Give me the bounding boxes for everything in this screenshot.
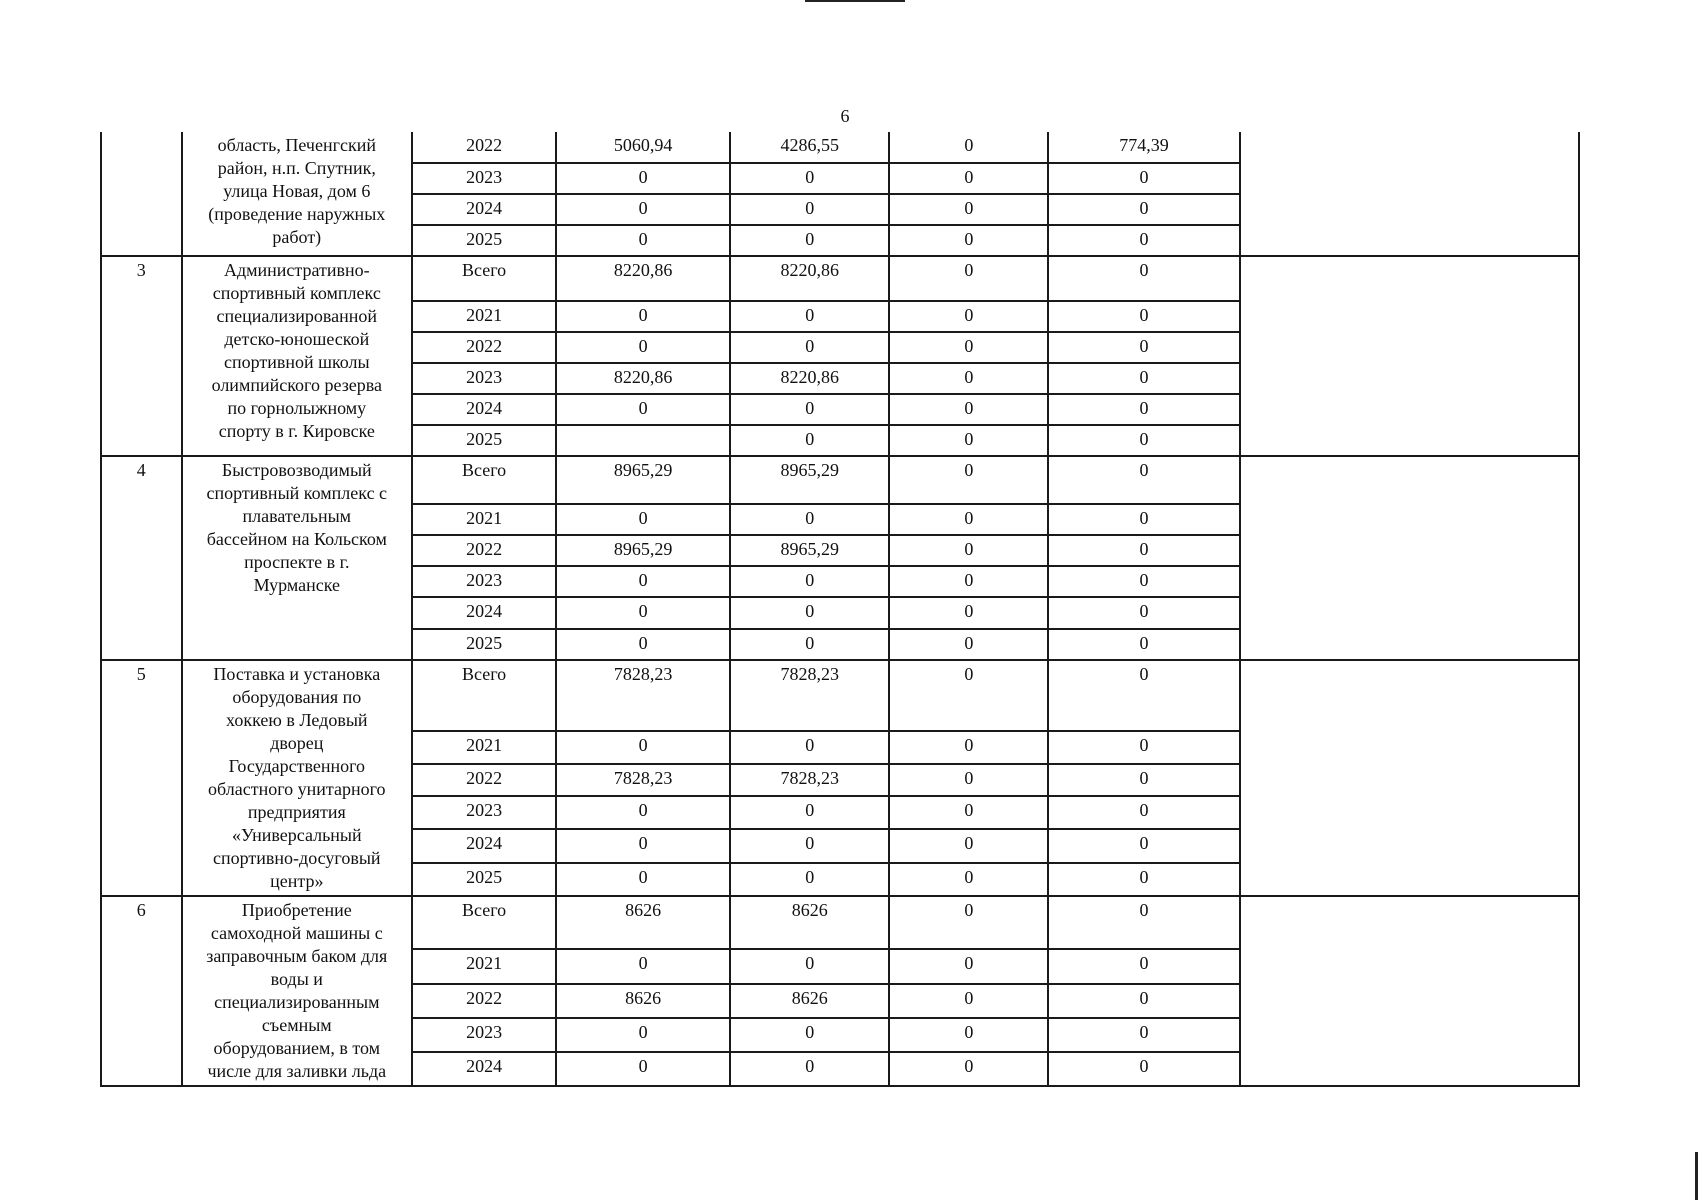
value-cell: 0	[1048, 332, 1239, 363]
value-cell: 0	[1048, 597, 1239, 629]
value-cell: 0	[1048, 535, 1239, 566]
value-cell: 0	[1048, 1018, 1239, 1052]
total-cell: 0	[556, 1018, 730, 1052]
value-cell: 0	[1048, 863, 1239, 896]
year-cell: 2023	[412, 1018, 556, 1052]
value-cell: 8626	[730, 896, 889, 949]
edge-mark	[1695, 1152, 1698, 1200]
value-cell: 0	[730, 332, 889, 363]
year-cell: 2024	[412, 1052, 556, 1086]
item-name: Поставка и установка оборудования по хоккею в Ледовый дворец Государственного областного унитарного предприятия «Универсальный спортивно-досуговый центр»	[182, 660, 413, 896]
value-cell: 8965,29	[730, 456, 889, 504]
value-cell: 0	[1048, 301, 1239, 332]
item-number: 4	[101, 456, 182, 660]
value-cell: 8626	[730, 984, 889, 1018]
total-cell: 8220,86	[556, 363, 730, 394]
value-cell: 0	[889, 301, 1048, 332]
value-cell: 0	[1048, 363, 1239, 394]
note-cell	[1240, 256, 1579, 456]
note-cell	[1240, 456, 1579, 660]
total-cell: 7828,23	[556, 764, 730, 797]
value-cell: 0	[1048, 163, 1239, 194]
value-cell: 0	[889, 363, 1048, 394]
total-cell: 8626	[556, 896, 730, 949]
value-cell: 0	[1048, 456, 1239, 504]
note-cell	[1240, 132, 1579, 256]
year-cell: 2025	[412, 863, 556, 896]
total-cell: 0	[556, 194, 730, 225]
year-cell: 2021	[412, 731, 556, 764]
note-cell	[1240, 896, 1579, 1086]
year-cell: Всего	[412, 660, 556, 731]
value-cell: 0	[730, 796, 889, 829]
value-cell: 0	[889, 1018, 1048, 1052]
value-cell: 0	[730, 425, 889, 456]
value-cell: 7828,23	[730, 660, 889, 731]
year-cell: 2022	[412, 764, 556, 797]
total-cell: 0	[556, 597, 730, 629]
value-cell: 0	[1048, 829, 1239, 863]
item-number: 3	[101, 256, 182, 456]
total-cell: 0	[556, 225, 730, 256]
value-cell: 0	[889, 796, 1048, 829]
value-cell: 0	[1048, 256, 1239, 301]
year-cell: 2022	[412, 535, 556, 566]
value-cell: 0	[1048, 949, 1239, 983]
year-cell: 2023	[412, 566, 556, 597]
value-cell: 0	[730, 731, 889, 764]
total-cell: 0	[556, 731, 730, 764]
total-cell: 0	[556, 1052, 730, 1086]
value-cell: 0	[730, 629, 889, 660]
year-cell: 2022	[412, 132, 556, 163]
value-cell: 0	[889, 1052, 1048, 1086]
year-cell: 2023	[412, 363, 556, 394]
year-cell: 2022	[412, 332, 556, 363]
value-cell: 0	[889, 256, 1048, 301]
year-cell: Всего	[412, 896, 556, 949]
value-cell: 0	[1048, 566, 1239, 597]
value-cell: 0	[889, 660, 1048, 731]
value-cell: 0	[1048, 1052, 1239, 1086]
value-cell: 7828,23	[730, 764, 889, 797]
value-cell: 0	[730, 1018, 889, 1052]
value-cell: 0	[1048, 796, 1239, 829]
value-cell: 0	[889, 829, 1048, 863]
table-row	[101, 896, 1579, 949]
value-cell: 0	[730, 597, 889, 629]
top-rule	[805, 0, 905, 2]
table-row	[101, 132, 1579, 163]
total-cell: 7828,23	[556, 660, 730, 731]
value-cell: 0	[730, 225, 889, 256]
value-cell: 0	[730, 949, 889, 983]
total-cell: 0	[556, 504, 730, 535]
value-cell: 774,39	[1048, 132, 1239, 163]
value-cell: 0	[1048, 984, 1239, 1018]
total-cell: 5060,94	[556, 132, 730, 163]
value-cell: 4286,55	[730, 132, 889, 163]
value-cell: 0	[889, 535, 1048, 566]
year-cell: 2022	[412, 984, 556, 1018]
total-cell: 0	[556, 629, 730, 660]
table-row	[101, 456, 1579, 504]
value-cell: 8220,86	[730, 363, 889, 394]
year-cell: Всего	[412, 456, 556, 504]
value-cell: 0	[889, 163, 1048, 194]
value-cell: 0	[1048, 660, 1239, 731]
total-cell: 0	[556, 394, 730, 425]
year-cell: 2025	[412, 629, 556, 660]
value-cell: 0	[889, 597, 1048, 629]
total-cell: 0	[556, 796, 730, 829]
value-cell: 0	[889, 456, 1048, 504]
value-cell: 0	[889, 394, 1048, 425]
value-cell: 0	[730, 504, 889, 535]
year-cell: 2023	[412, 796, 556, 829]
table-row	[101, 660, 1579, 731]
year-cell: Всего	[412, 256, 556, 301]
value-cell: 0	[1048, 896, 1239, 949]
total-cell: 0	[556, 332, 730, 363]
page-number: 6	[840, 106, 850, 126]
value-cell: 0	[889, 132, 1048, 163]
value-cell: 0	[889, 194, 1048, 225]
value-cell: 0	[730, 394, 889, 425]
year-cell: 2021	[412, 949, 556, 983]
total-cell: 8220,86	[556, 256, 730, 301]
total-cell: 0	[556, 566, 730, 597]
value-cell: 0	[889, 425, 1048, 456]
year-cell: 2023	[412, 163, 556, 194]
value-cell: 0	[1048, 504, 1239, 535]
value-cell: 0	[1048, 629, 1239, 660]
item-name: Административно- спортивный комплекс специализированной детско-юношеской спортивной школы олимпийского резерва по горнолыжному спорту в г. Кировске	[182, 256, 413, 456]
total-cell: 8965,29	[556, 456, 730, 504]
value-cell: 0	[889, 629, 1048, 660]
total-cell: 0	[556, 949, 730, 983]
value-cell: 0	[889, 566, 1048, 597]
total-cell: 0	[556, 863, 730, 896]
value-cell: 0	[1048, 764, 1239, 797]
value-cell: 0	[889, 332, 1048, 363]
value-cell: 0	[889, 863, 1048, 896]
value-cell: 0	[889, 949, 1048, 983]
year-cell: 2025	[412, 425, 556, 456]
year-cell: 2024	[412, 597, 556, 629]
year-cell: 2024	[412, 829, 556, 863]
total-cell: 0	[556, 829, 730, 863]
year-cell: 2021	[412, 504, 556, 535]
value-cell: 0	[889, 225, 1048, 256]
year-cell: 2024	[412, 194, 556, 225]
value-cell: 0	[730, 863, 889, 896]
year-cell: 2021	[412, 301, 556, 332]
value-cell: 8220,86	[730, 256, 889, 301]
total-cell: 0	[556, 301, 730, 332]
value-cell: 0	[1048, 425, 1239, 456]
table-body	[101, 132, 1579, 1086]
year-cell: 2025	[412, 225, 556, 256]
value-cell: 0	[730, 566, 889, 597]
value-cell: 8965,29	[730, 535, 889, 566]
value-cell: 0	[730, 163, 889, 194]
value-cell: 0	[1048, 225, 1239, 256]
value-cell: 0	[889, 896, 1048, 949]
value-cell: 0	[1048, 194, 1239, 225]
value-cell: 0	[730, 301, 889, 332]
total-cell: 0	[556, 163, 730, 194]
item-name: Приобретение самоходной машины с заправочным баком для воды и специализированным съемным оборудованием, в том числе для заливки льда	[182, 896, 413, 1086]
total-cell: 8626	[556, 984, 730, 1018]
total-cell	[556, 425, 730, 456]
item-number: 5	[101, 660, 182, 896]
budget-table	[100, 132, 1580, 1087]
value-cell: 0	[889, 984, 1048, 1018]
value-cell: 0	[1048, 731, 1239, 764]
table-row	[101, 256, 1579, 301]
note-cell	[1240, 660, 1579, 896]
value-cell: 0	[730, 194, 889, 225]
item-number	[101, 132, 182, 256]
value-cell: 0	[889, 764, 1048, 797]
item-name: область, Печенгский район, н.п. Спутник, улица Новая, дом 6 (проведение наружных работ)	[182, 132, 413, 256]
total-cell: 8965,29	[556, 535, 730, 566]
value-cell: 0	[889, 504, 1048, 535]
value-cell: 0	[1048, 394, 1239, 425]
item-name: Быстровозводимый спортивный комплекс с плавательным бассейном на Кольском проспекте в г. Мурманске	[182, 456, 413, 660]
item-number: 6	[101, 896, 182, 1086]
value-cell: 0	[730, 829, 889, 863]
year-cell: 2024	[412, 394, 556, 425]
value-cell: 0	[889, 731, 1048, 764]
value-cell: 0	[730, 1052, 889, 1086]
